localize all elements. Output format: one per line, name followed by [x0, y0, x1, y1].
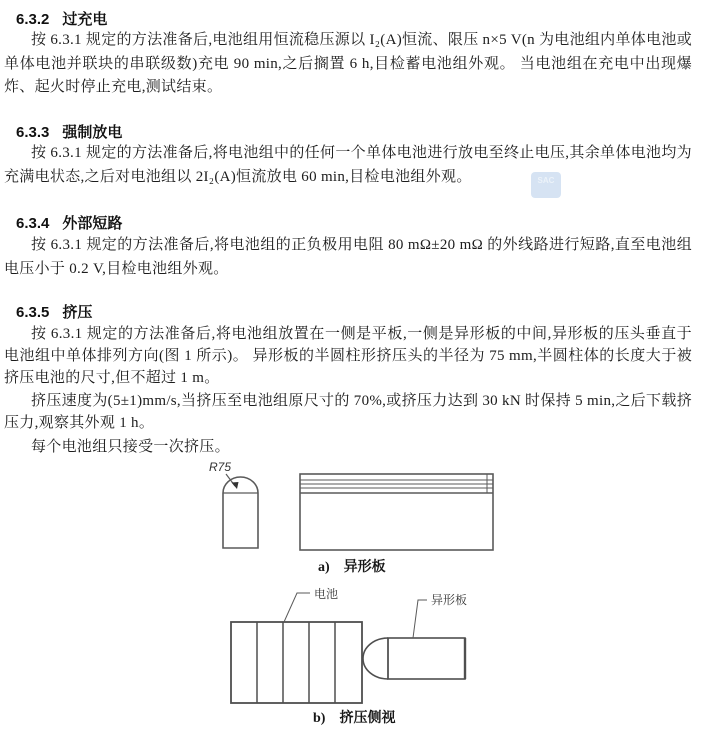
- section-6-3-5-paragraph-3: 每个电池组只接受一次挤压。: [31, 439, 230, 455]
- figure-a-caption-text: 异形板: [343, 560, 386, 575]
- watermark-stamp: SAC: [531, 172, 561, 198]
- plate-dome-arc: [363, 638, 388, 679]
- plate-label: 异形板: [431, 593, 468, 607]
- section-number: 6.3.2: [16, 11, 50, 28]
- figure-a-profile-plate-drawing: [200, 455, 510, 555]
- plate-head-side-view: [223, 477, 258, 548]
- figure-b-caption: [313, 707, 395, 727]
- battery-label: 电池: [314, 587, 339, 601]
- plate-leader-line: [413, 600, 427, 638]
- section-heading-6-3-5: [16, 301, 92, 322]
- figure-b-caption-prefix: b): [313, 711, 326, 726]
- section-title: 过充电: [62, 11, 108, 28]
- battery-leader-line: [284, 593, 310, 622]
- section-title: 强制放电: [62, 124, 123, 141]
- figure-a-caption-prefix: a): [318, 560, 330, 575]
- section-6-3-4-paragraph: 按 6.3.1 规定的方法准备后,将电池组的正负极用电阻 80 mΩ±20 mΩ 的外线路进行短路,直至电池组电压小于 0.2 V,目检电池组外观。: [4, 237, 692, 277]
- section-number: 6.3.3: [16, 124, 50, 141]
- section-heading-6-3-4: [16, 212, 122, 233]
- section-number: 6.3.5: [16, 304, 50, 321]
- section-title: 挤压: [62, 304, 93, 321]
- plate-front-view: [300, 474, 493, 550]
- plate-body-outline: [388, 638, 465, 679]
- section-number: 6.3.4: [16, 215, 50, 232]
- figure-a-caption: [318, 556, 386, 576]
- section-6-3-5-paragraph-2: 挤压速度为(5±1)mm/s,当挤压至电池组原尺寸的 70%,或挤压力达到 30 kN 时保持 5 min,之后下载挤压力,观察其外观 1 h。: [4, 393, 692, 431]
- figure-b-crush-side-view-drawing: [225, 585, 487, 710]
- figure-b-caption-text: 挤压侧视: [339, 711, 396, 726]
- radius-dimension-label: R75: [209, 460, 232, 474]
- section-6-3-5-paragraph-1: 按 6.3.1 规定的方法准备后,将电池组放置在一侧是平板,一侧是异形板的中间,异形板的压头垂直于电池组中单体排列方向(图 1 所示)。 异形板的半圆柱形挤压头的半径为 75 mm,半圆柱体的长度大于被挤压电池的尺寸,但不超过 1 m。: [4, 326, 692, 386]
- section-6-3-2-paragraph: 按 6.3.1 规定的方法准备后,电池组用恒流稳压源以 I₂(A)恒流、限压 n×5 V(n 为电池组内单体电池或单体电池并联块的串联级数)充电 90 min,之后搁置 6 h,目检蓄电池组外观。 当电池组在充电中出现爆炸、起火时停止充电,测试结束。: [4, 32, 692, 95]
- section-6-3-3-paragraph: 按 6.3.1 规定的方法准备后,将电池组中的任何一个单体电池进行放电至终止电压,其余单体电池均为充满电状态,之后对电池组以 2I₂(A)恒流放电 60 min,目检电池组外观。: [4, 145, 692, 185]
- section-heading-6-3-3: [16, 121, 122, 142]
- battery-pack-outline: [231, 622, 362, 703]
- radius-arrowhead-icon: [232, 482, 239, 489]
- section-title: 外部短路: [62, 215, 123, 232]
- section-heading-6-3-2: [16, 8, 107, 29]
